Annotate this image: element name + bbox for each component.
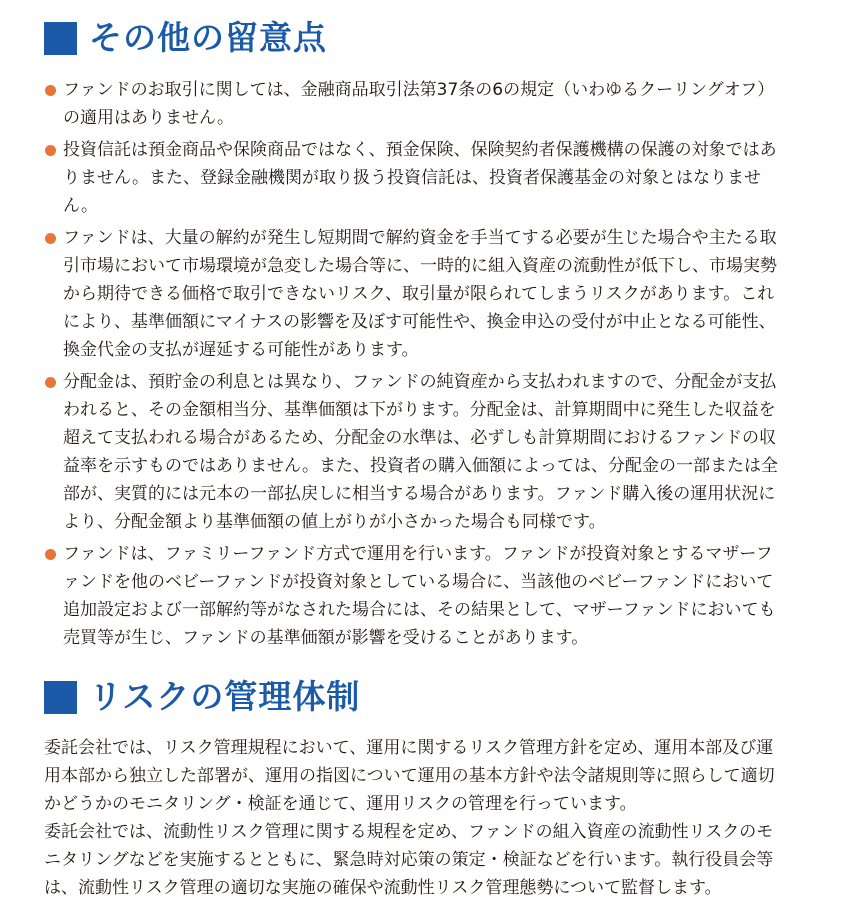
bullet-dot-icon [45,377,56,388]
list-item-text: ファンドのお取引に関しては、金融商品取引法第37条の6の規定（いわゆるクーリングオフ）の適用はありません。 [63,80,775,128]
bullet-dot-icon [45,233,56,244]
section-heading-risk [44,673,360,721]
section-title-notes: その他の留意点 [89,18,327,57]
section-title-risk: リスクの管理体制 [89,677,361,716]
section-heading-notes [44,14,327,62]
risk-body [44,734,788,902]
list-item [44,540,784,652]
risk-paragraph: 委託会社では、リスク管理規程において、運用に関するリスク管理方針を定め、運用本部及び運用本部から独立した部署が、運用の指図について運用の基本方針や法令諸規則等に照らして適切かどうかのモニタリング・検証を通じて、運用リスクの管理を行っています。 [44,738,775,814]
heading-square-icon [44,22,77,55]
risk-paragraph: 委託会社では、流動性リスク管理に関する規程を定め、ファンドの組入資産の流動性リスクのモニタリングなどを実施するとともに、緊急時対応策の策定・検証などを行います。執行役員会等は、流動性リスク管理の適切な実施の確保や流動性リスク管理態勢について監督します。 [44,822,774,898]
bullet-dot-icon [45,85,56,96]
list-item-text: 投資信託は預金商品や保険商品ではなく、預金保険、保険契約者保護機構の保護の対象ではありません。また、登録金融機関が取り扱う投資信託は、投資者保護基金の対象とはなりません。 [63,140,777,216]
list-item [44,368,784,536]
list-item-text: 分配金は、預貯金の利息とは異なり、ファンドの純資産から支払われますので、分配金が支払われると、その金額相当分、基準価額は下がります。分配金は、計算期間中に発生した収益を超えて支払われる場合があるため、分配金の水準は、必ずしも計算期間におけるファンドの収益率を示すものではありません。また、投資者の購入価額によっては、分配金の一部または全部が、実質的には元本の一部払戻しに相当する場合があります。ファンド購入後の運用状況により、分配金額より基準価額の値上がりが小さかった場合も同様です。 [63,372,779,532]
notes-list [44,76,784,656]
list-item [44,136,784,220]
list-item [44,224,784,364]
bullet-dot-icon [45,145,56,156]
heading-square-icon [44,681,77,714]
list-item-text: ファンドは、ファミリーファンド方式で運用を行います。ファンドが投資対象とするマザーファンドを他のベビーファンドが投資対象としている場合に、当該他のベビーファンドにおいて追加設定および一部解約等がなされた場合には、その結果として、マザーファンドにおいても売買等が生じ、ファンドの基準価額が影響を受けることがあります。 [63,544,776,648]
bullet-dot-icon [45,549,56,560]
list-item [44,76,784,132]
list-item-text: ファンドは、大量の解約が発生し短期間で解約資金を手当てする必要が生じた場合や主たる取引市場において市場環境が急変した場合等に、一時的に組入資産の流動性が低下し、市場実勢から期待できる価格で取引できないリスク、取引量が限られてしまうリスクがあります。これにより、基準価額にマイナスの影響を及ぼす可能性や、換金申込の受付が中止となる可能性、換金代金の支払が遅延する可能性があります。 [63,228,777,360]
